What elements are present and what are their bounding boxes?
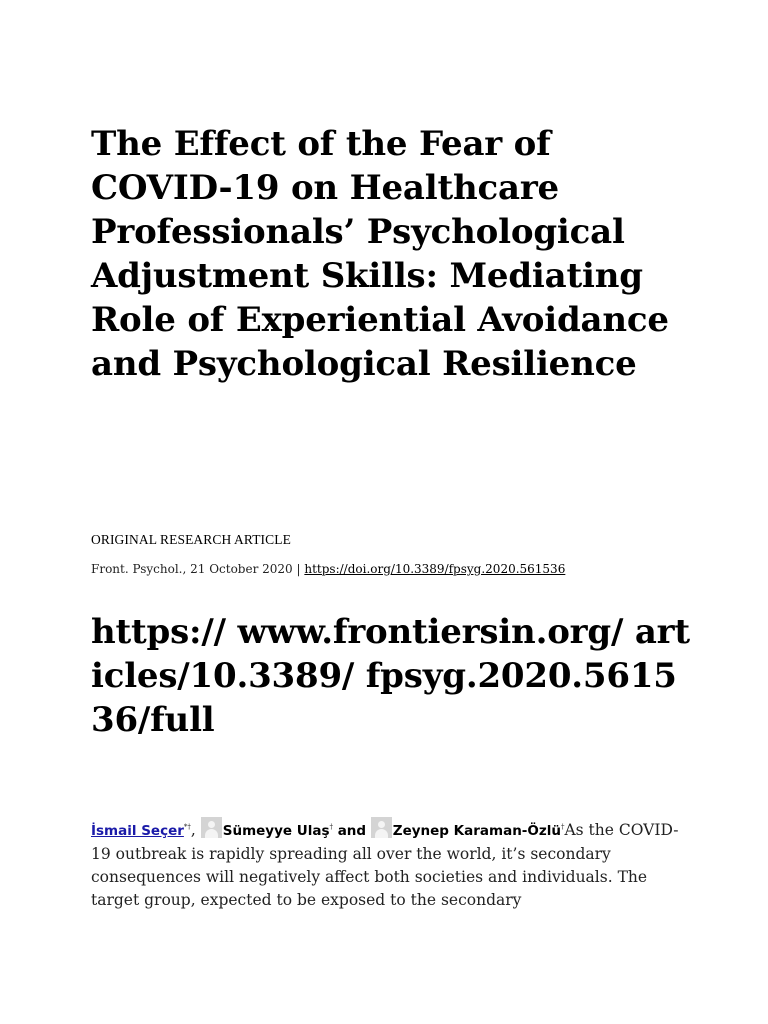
article-url-heading: https:// www.frontiersin.org/ articles/10.3389/ fpsyg.2020.561536/full (91, 612, 690, 740)
doi-link[interactable]: https://doi.org/10.3389/fpsyg.2020.561536 (304, 562, 566, 576)
citation-prefix: Front. Psychol., 21 October 2020 | (91, 562, 305, 576)
article-title: The Effect of the Fear of COVID-19 on Healthcare Professionals’ Psychological Adjustment Skills: Mediating Role of Experiential Avoidance and Psychological Resilience (91, 124, 669, 384)
article-type-label: ORIGINAL RESEARCH ARTICLE (91, 532, 291, 547)
citation-line (91, 562, 565, 576)
authors-and-abstract (91, 816, 691, 912)
user-avatar-placeholder-icon (371, 817, 392, 838)
author-marks: *† (183, 823, 191, 831)
author-marks: † (329, 823, 333, 831)
abstract-text: As the COVID-19 outbreak is rapidly spreading all over the world, it’s secondary consequences will negatively affect both societies and individuals. The target group, expected to be exposed to the secondary (91, 821, 679, 910)
author-separator: , (190, 821, 201, 840)
author-name-sumeyye-ulas: Sümeyye Ulaş (222, 823, 330, 840)
author-name-zeynep-karaman-ozlu: Zeynep Karaman-Özlü (392, 823, 561, 840)
author-separator-and: and (333, 823, 371, 840)
user-avatar-placeholder-icon (201, 817, 222, 838)
author-marks: † (560, 823, 565, 831)
author-link-ismail-secer[interactable]: İsmail Seçer (91, 823, 184, 840)
